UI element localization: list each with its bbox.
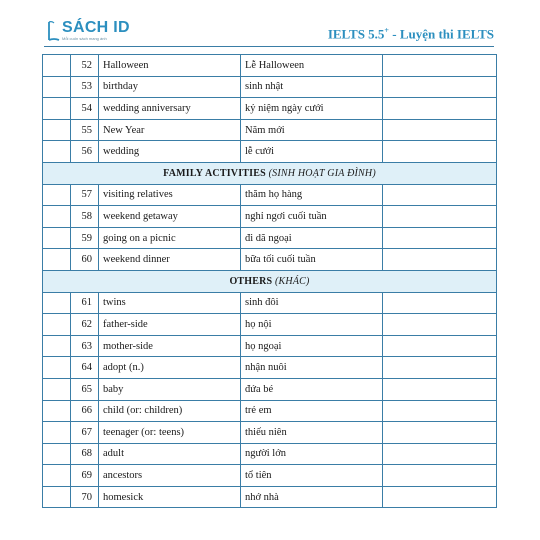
english-term: weekend getaway [99,206,241,228]
vietnamese-meaning: người lớn [241,443,383,465]
blank-cell [43,357,71,379]
notes-cell [383,357,497,379]
table-row [43,422,497,444]
vietnamese-meaning: họ ngoại [241,335,383,357]
vietnamese-meaning: tổ tiên [241,465,383,487]
english-term: New Year [99,119,241,141]
blank-cell [43,314,71,336]
notes-cell [383,119,497,141]
blank-cell [43,335,71,357]
vietnamese-meaning: thăm họ hàng [241,184,383,206]
blank-cell [43,249,71,271]
vietnamese-meaning: thiếu niên [241,422,383,444]
table-row [43,357,497,379]
table-row [43,314,497,336]
vietnamese-meaning: nhớ nhà [241,486,383,508]
table-row [43,335,497,357]
blank-cell [43,422,71,444]
notes-cell [383,335,497,357]
english-term: father-side [99,314,241,336]
row-number: 66 [71,400,99,422]
table-row [43,443,497,465]
blank-cell [43,227,71,249]
vietnamese-meaning: trẻ em [241,400,383,422]
english-term: adult [99,443,241,465]
notes-cell [383,422,497,444]
table-row [43,486,497,508]
row-number: 59 [71,227,99,249]
blank-cell [43,378,71,400]
vietnamese-meaning: đi dã ngoại [241,227,383,249]
table-row [43,76,497,98]
notes-cell [383,378,497,400]
table-row [43,292,497,314]
row-number: 57 [71,184,99,206]
english-term: adopt (n.) [99,357,241,379]
vietnamese-meaning: sinh đôi [241,292,383,314]
row-number: 53 [71,76,99,98]
vocabulary-table [42,54,497,508]
english-term: Halloween [99,55,241,77]
logo [46,20,130,42]
english-term: wedding [99,141,241,163]
section-header-row [43,162,497,184]
book-logo-icon [46,20,60,42]
table-row [43,378,497,400]
notes-cell [383,486,497,508]
english-term: visiting relatives [99,184,241,206]
row-number: 56 [71,141,99,163]
table-row [43,184,497,206]
blank-cell [43,206,71,228]
table-row [43,249,497,271]
row-number: 68 [71,443,99,465]
blank-cell [43,400,71,422]
notes-cell [383,314,497,336]
table-row [43,400,497,422]
section-header [43,162,497,184]
row-number: 63 [71,335,99,357]
english-term: ancestors [99,465,241,487]
table-row [43,55,497,77]
row-number: 60 [71,249,99,271]
row-number: 61 [71,292,99,314]
english-term: wedding anniversary [99,98,241,120]
row-number: 62 [71,314,99,336]
english-term: going on a picnic [99,227,241,249]
english-term: homesick [99,486,241,508]
notes-cell [383,98,497,120]
notes-cell [383,443,497,465]
notes-cell [383,76,497,98]
english-term: baby [99,378,241,400]
row-number: 67 [71,422,99,444]
english-term: child (or: children) [99,400,241,422]
vietnamese-meaning: Năm mới [241,119,383,141]
notes-cell [383,400,497,422]
row-number: 65 [71,378,99,400]
blank-cell [43,465,71,487]
table-row [43,141,497,163]
blank-cell [43,76,71,98]
vietnamese-meaning: lễ cưới [241,141,383,163]
vietnamese-meaning: đứa bé [241,378,383,400]
notes-cell [383,292,497,314]
notes-cell [383,227,497,249]
vietnamese-meaning: Lễ Halloween [241,55,383,77]
row-number: 70 [71,486,99,508]
row-number: 64 [71,357,99,379]
english-term: twins [99,292,241,314]
row-number: 58 [71,206,99,228]
vietnamese-meaning: họ nội [241,314,383,336]
row-number: 69 [71,465,99,487]
notes-cell [383,141,497,163]
table-row [43,206,497,228]
blank-cell [43,292,71,314]
blank-cell [43,443,71,465]
notes-cell [383,184,497,206]
logo-name: SÁCH ID [62,19,130,36]
english-term: weekend dinner [99,249,241,271]
notes-cell [383,249,497,271]
section-title: FAMILY ACTIVITIES [163,167,266,179]
section-header-row [43,270,497,292]
notes-cell [383,55,497,77]
blank-cell [43,141,71,163]
title-sup: + [384,26,389,35]
row-number: 55 [71,119,99,141]
notes-cell [383,465,497,487]
row-number: 54 [71,98,99,120]
blank-cell [43,184,71,206]
table-row [43,227,497,249]
table-row [43,465,497,487]
section-title: OTHERS [229,275,273,287]
header-divider [44,46,494,47]
english-term: birthday [99,76,241,98]
section-header [43,270,497,292]
page-header [0,0,540,44]
logo-tagline: Mỗi cuốn sách mang ánh [62,36,107,41]
row-number: 52 [71,55,99,77]
blank-cell [43,98,71,120]
section-subtitle: (KHÁC) [275,275,310,287]
blank-cell [43,119,71,141]
vietnamese-meaning: nghỉ ngơi cuối tuần [241,206,383,228]
blank-cell [43,486,71,508]
table-row [43,119,497,141]
section-subtitle: (SINH HOẠT GIA ĐÌNH) [268,167,376,179]
title-suffix: - Luyện thi IELTS [388,26,494,42]
english-term: mother-side [99,335,241,357]
vietnamese-meaning: kỷ niệm ngày cưới [241,98,383,120]
vietnamese-meaning: sinh nhật [241,76,383,98]
page-title [328,26,494,42]
english-term: teenager (or: teens) [99,422,241,444]
title-main: IELTS 5.5 [327,26,385,42]
vietnamese-meaning: nhận nuôi [241,357,383,379]
table-row [43,98,497,120]
blank-cell [43,55,71,77]
notes-cell [383,206,497,228]
vietnamese-meaning: bữa tối cuối tuần [241,249,383,271]
